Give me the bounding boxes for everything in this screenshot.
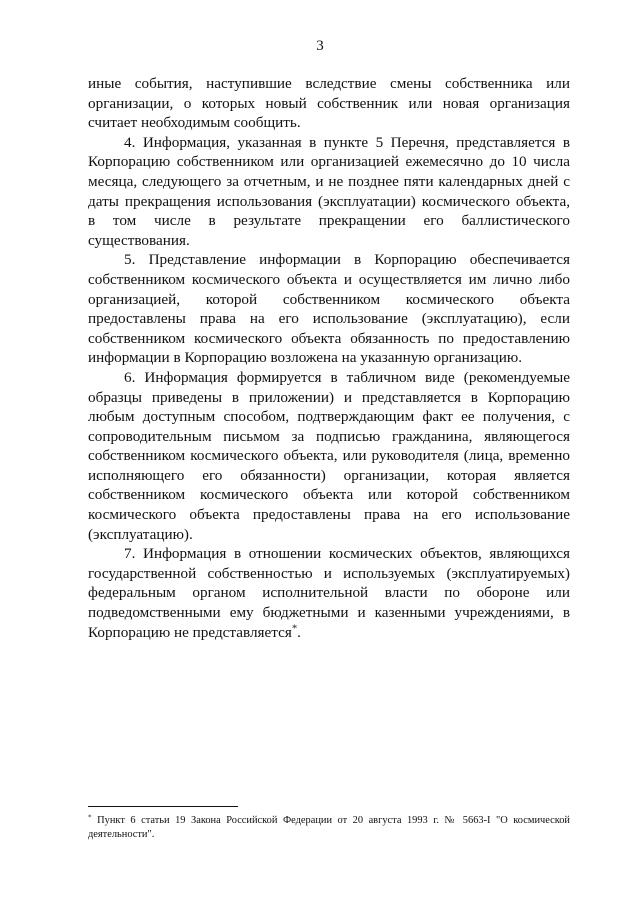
document-body xyxy=(88,74,570,642)
paragraph-7-period: . xyxy=(297,623,301,641)
paragraph-4: 4. Информация, указанная в пункте 5 Перечня, представляется в Корпорацию собственником или организацией ежемесячно до 10 числа месяца, следующего за отчетным, и не позднее пяти календарных дней с даты прекращения использования (эксплуатации) космического объекта, в том числе в результате прекращении его баллистического существования. xyxy=(88,133,570,249)
footnote-text: Пункт 6 статьи 19 Закона Российской Федерации от 20 августа 1993 г. № 5663-I "О космической деятельности". xyxy=(88,815,570,840)
paragraph-continuation: иные события, наступившие вследствие смены собственника или организации, о которых новый собственник или новая организация считает необходимым сообщить. xyxy=(88,75,570,132)
footnote xyxy=(88,814,570,842)
paragraph-7-text: 7. Информация в отношении космических объектов, являющихся государственной собственностью и используемых (эксплуатируемых) федеральным органом исполнительной власти по обороне или подведомственными ему бюджетными и казенными учреждениями, в Корпорацию не представляется xyxy=(88,545,570,641)
paragraph-6: 6. Информация формируется в табличном виде (рекомендуемые образцы приведены в приложении) и представляется в Корпорацию любым доступным способом, подтверждающим факт ее получения, с сопроводительным письмом за подписью гражданина, являющегося собственником космического объекта, или руководителя (лица, временно исполняющего его обязанности) организации, которая является собственником космического объекта или которой собственником космического объекта предоставлены права на его использование (эксплуатацию). xyxy=(88,368,570,543)
footnote-separator xyxy=(88,806,238,807)
footnote-marker: * xyxy=(88,813,92,822)
paragraph-7 xyxy=(88,544,570,642)
paragraph-5: 5. Представление информации в Корпорацию обеспечивается собственником космического объекта и осуществляется им лично либо организацией, которой собственником космического объекта предоставлены права на его использование (эксплуатацию), если собственником космического объекта обязанность по предоставлению информации в Корпорацию возложена на указанную организацию. xyxy=(88,251,570,367)
page-number: 3 xyxy=(316,38,324,54)
footnote-reference-marker: * xyxy=(291,623,298,635)
